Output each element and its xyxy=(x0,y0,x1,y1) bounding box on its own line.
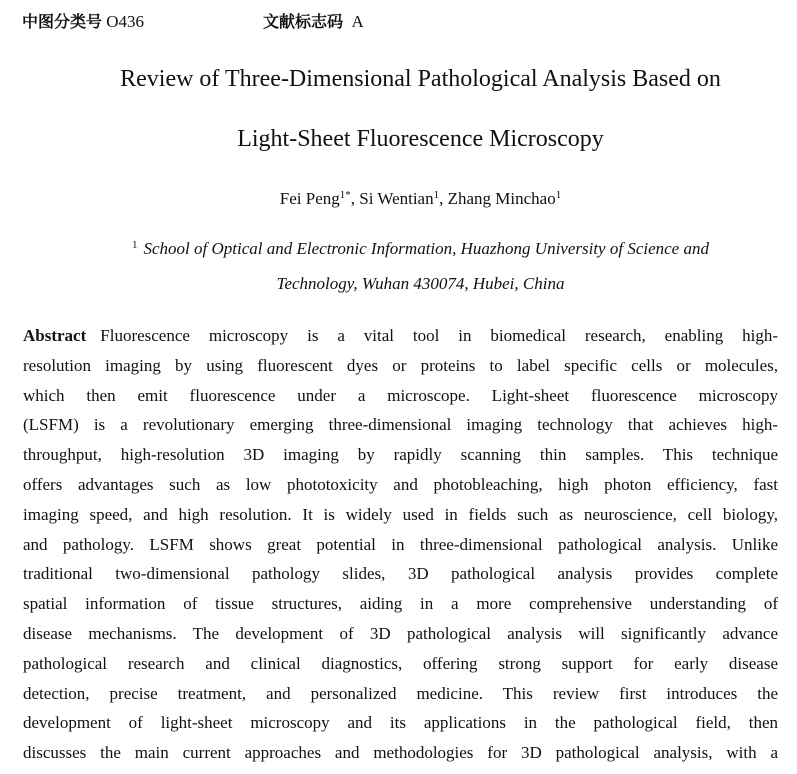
author-affiliation-mark: 1 xyxy=(433,189,440,201)
abstract-line: detection, precise treatment, and personalized medicine. This review first introduces the xyxy=(23,683,778,703)
affiliation-line-1 xyxy=(22,239,797,259)
affiliation-line-2: Technology, Wuhan 430074, Hubei, China xyxy=(276,274,565,293)
abstract-line: (LSFM) is a revolutionary emerging three-dimensional imaging technology that achieves high- xyxy=(23,415,778,435)
abstract-line: which then emit fluorescence under a microscope. Light-sheet fluorescence microscopy xyxy=(23,385,778,405)
doc-code-label: 文献标志码 xyxy=(263,12,344,31)
abstract-line: throughput, high-resolution 3D imaging by rapidly scanning thin samples. This technique xyxy=(23,445,778,465)
abstract-line: disease mechanisms. The development of 3D pathological analysis will significantly advance xyxy=(23,623,778,643)
abstract-line: development of light-sheet microscopy and its applications in the pathological field, then xyxy=(23,713,778,733)
clc-number xyxy=(22,9,144,32)
author-affiliation-mark: 1* xyxy=(339,189,351,201)
paper-title-line-2: Light-Sheet Fluorescence Microscopy xyxy=(237,126,604,152)
clc-value: O436 xyxy=(106,12,145,31)
author-name: Zhang Minchao xyxy=(447,189,556,208)
abstract-line: spatial information of tissue structures, aiding in a more comprehensive understanding of xyxy=(23,594,778,614)
abstract-line xyxy=(23,321,778,351)
abstract-line-text: Fluorescence microscopy is a vital tool in biomedical research, enabling high- xyxy=(100,326,778,345)
affiliation-text: School of Optical and Electronic Information, Huazhong University of Science and xyxy=(143,239,709,258)
author-name: Si Wentian xyxy=(359,189,434,208)
abstract-line: offers advantages such as low phototoxicity and photobleaching, high photon efficiency, fast xyxy=(23,474,778,494)
abstract-line: and pathology. LSFM shows great potential in three-dimensional pathological analysis. Unlike xyxy=(23,534,778,554)
abstract xyxy=(23,321,778,768)
abstract-line: pathological research and clinical diagnostics, offering strong support for early disease xyxy=(23,653,778,673)
author-name: Fei Peng xyxy=(279,189,340,208)
author-list: Fei Peng$^{1*}$, Si Wentian$^1$, Zhang Minchao$^1$ xyxy=(279,189,562,208)
doc-code-value: A xyxy=(351,12,364,31)
abstract-line: discusses the main current approaches and methodologies for 3D pathological analysis, with a xyxy=(23,743,778,763)
clc-label: 中图分类号 xyxy=(22,12,103,31)
author-affiliation-mark: 1 xyxy=(555,189,562,201)
affiliation-mark: 1 xyxy=(132,239,138,251)
abstract-label: Abstract xyxy=(23,326,87,345)
paper-title-line-1: Review of Three-Dimensional Pathological Analysis Based on xyxy=(120,66,721,92)
abstract-line: resolution imaging by using fluorescent dyes or proteins to label specific cells or molecules, xyxy=(23,355,778,375)
abstract-line: imaging speed, and high resolution. It is widely used in fields such as neuroscience, cell biology, xyxy=(23,504,778,524)
abstract-line: traditional two-dimensional pathology slides, 3D pathological analysis provides complete xyxy=(23,564,778,584)
document-code xyxy=(263,9,364,32)
